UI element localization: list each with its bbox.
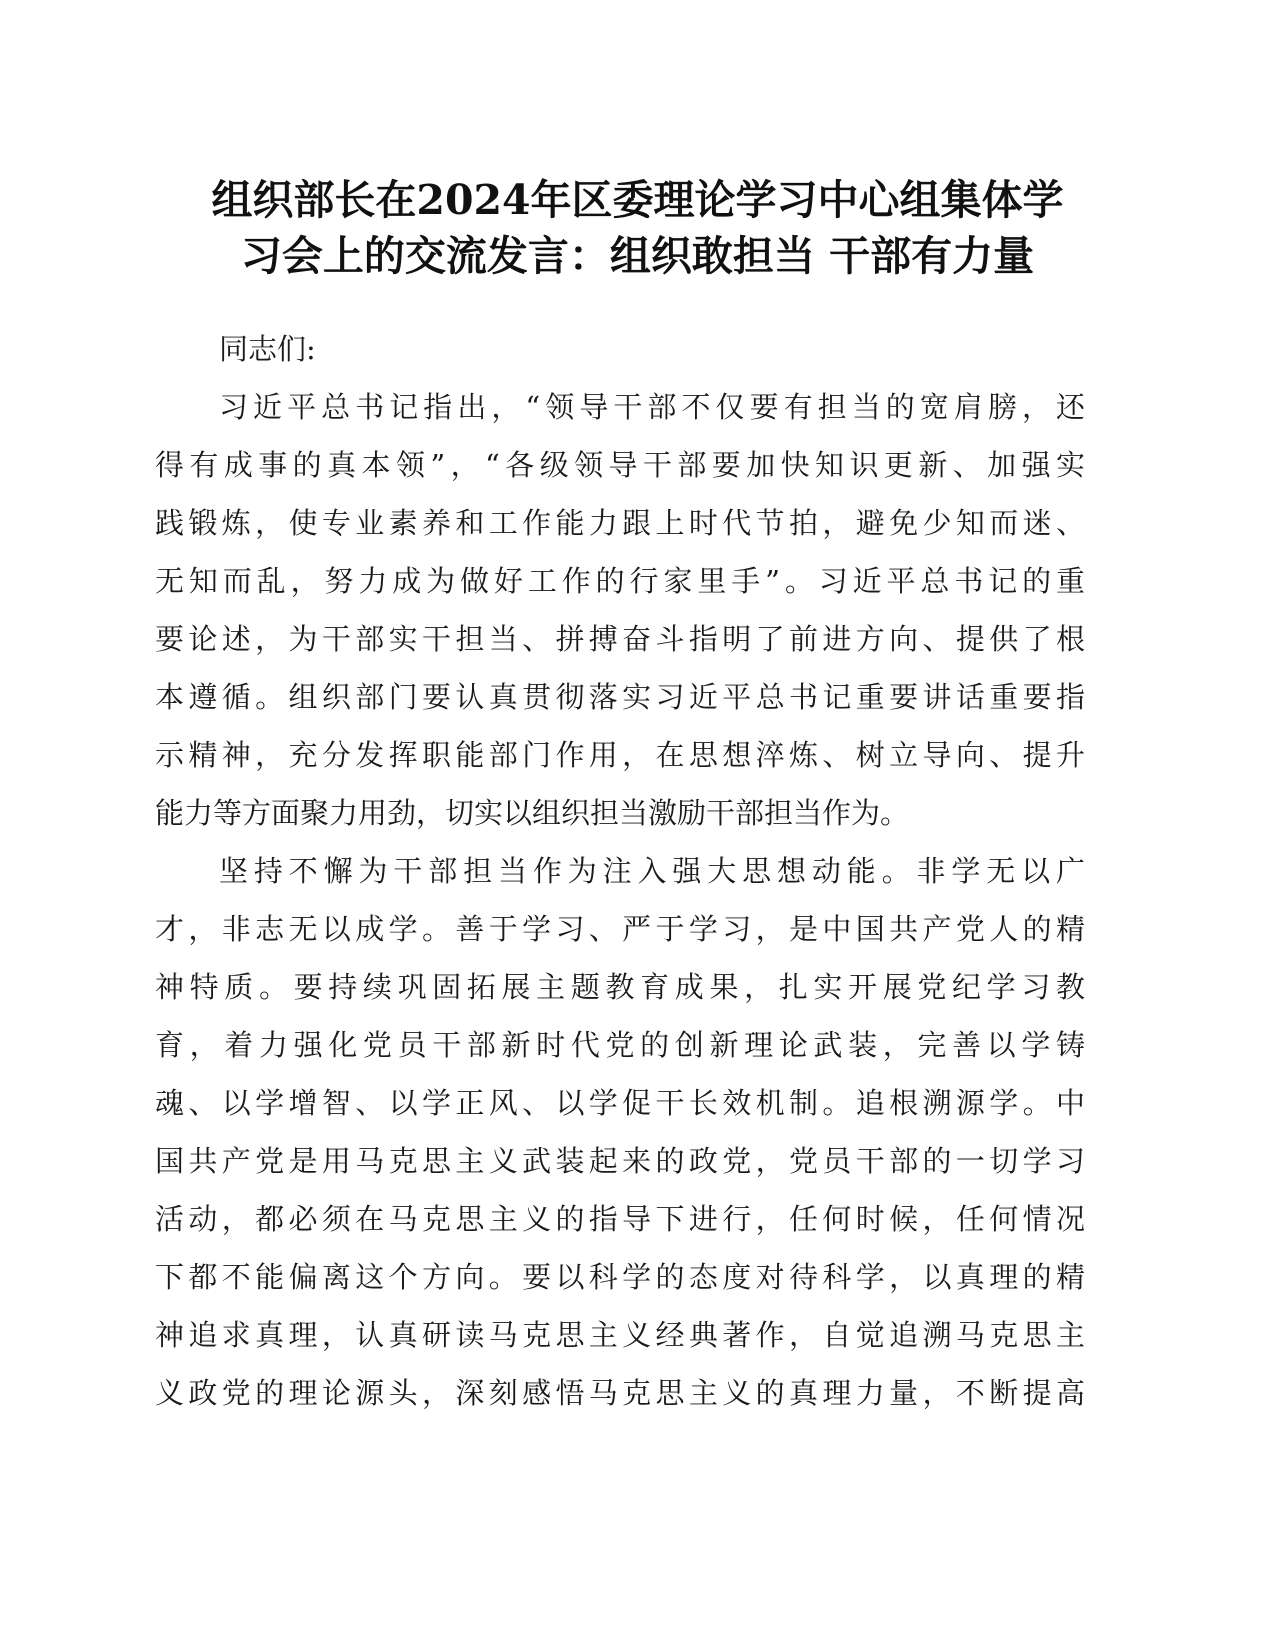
paragraph-2 [155,842,1085,1422]
paragraph-line: 坚持不懈为干部担当作为注入强大思想动能。非学无以广 [219,854,1085,888]
paragraph-line: 无知而乱，努力成为做好工作的行家里手”。习近平总书记的重 [155,564,1085,598]
paragraph-line: 魂、以学增智、以学正风、以学促干长效机制。追根溯源学。中 [155,1086,1085,1120]
paragraph-line: 得有成事的真本领”，“各级领导干部要加快知识更新、加强实 [155,448,1085,482]
paragraph-line: 践锻炼，使专业素养和工作能力跟上时代节拍，避免少知而迷、 [155,506,1085,540]
document-title [140,172,1135,284]
paragraph-line: 下都不能偏离这个方向。要以科学的态度对待科学，以真理的精 [155,1260,1085,1294]
salutation: 同志们: [219,332,316,366]
paragraph-line: 本遵循。组织部门要认真贯彻落实习近平总书记重要讲话重要指 [155,680,1085,714]
title-line-2: 习会上的交流发言：组织敢担当 干部有力量 [240,232,1035,280]
paragraph-line: 示精神，充分发挥职能部门作用，在思想淬炼、树立导向、提升 [155,738,1085,772]
paragraph-line: 国共产党是用马克思主义武装起来的政党，党员干部的一切学习 [155,1144,1085,1178]
paragraph-1 [155,378,1085,842]
paragraph-line: 义政党的理论源头，深刻感悟马克思主义的真理力量，不断提高 [155,1376,1085,1410]
paragraph-line: 育，着力强化党员干部新时代党的创新理论武装，完善以学铸 [155,1028,1085,1062]
paragraph-line: 活动，都必须在马克思主义的指导下进行，任何时候，任何情况 [155,1202,1085,1236]
paragraph-line: 要论述，为干部实干担当、拼搏奋斗指明了前进方向、提供了根 [155,622,1085,656]
paragraph-line: 能力等方面聚力用劲，切实以组织担当激励干部担当作为。 [155,796,910,830]
paragraph-line: 才，非志无以成学。善于学习、严于学习，是中国共产党人的精 [155,912,1085,946]
paragraph-line: 神特质。要持续巩固拓展主题教育成果，扎实开展党纪学习教 [155,970,1085,1004]
paragraph-line: 习近平总书记指出，“领导干部不仅要有担当的宽肩膀，还 [219,390,1085,424]
paragraph-line: 神追求真理，认真研读马克思主义经典著作，自觉追溯马克思主 [155,1318,1085,1352]
title-line-1: 组织部长在2024年区委理论学习中心组集体学 [211,176,1064,224]
document-body [155,320,1085,1422]
